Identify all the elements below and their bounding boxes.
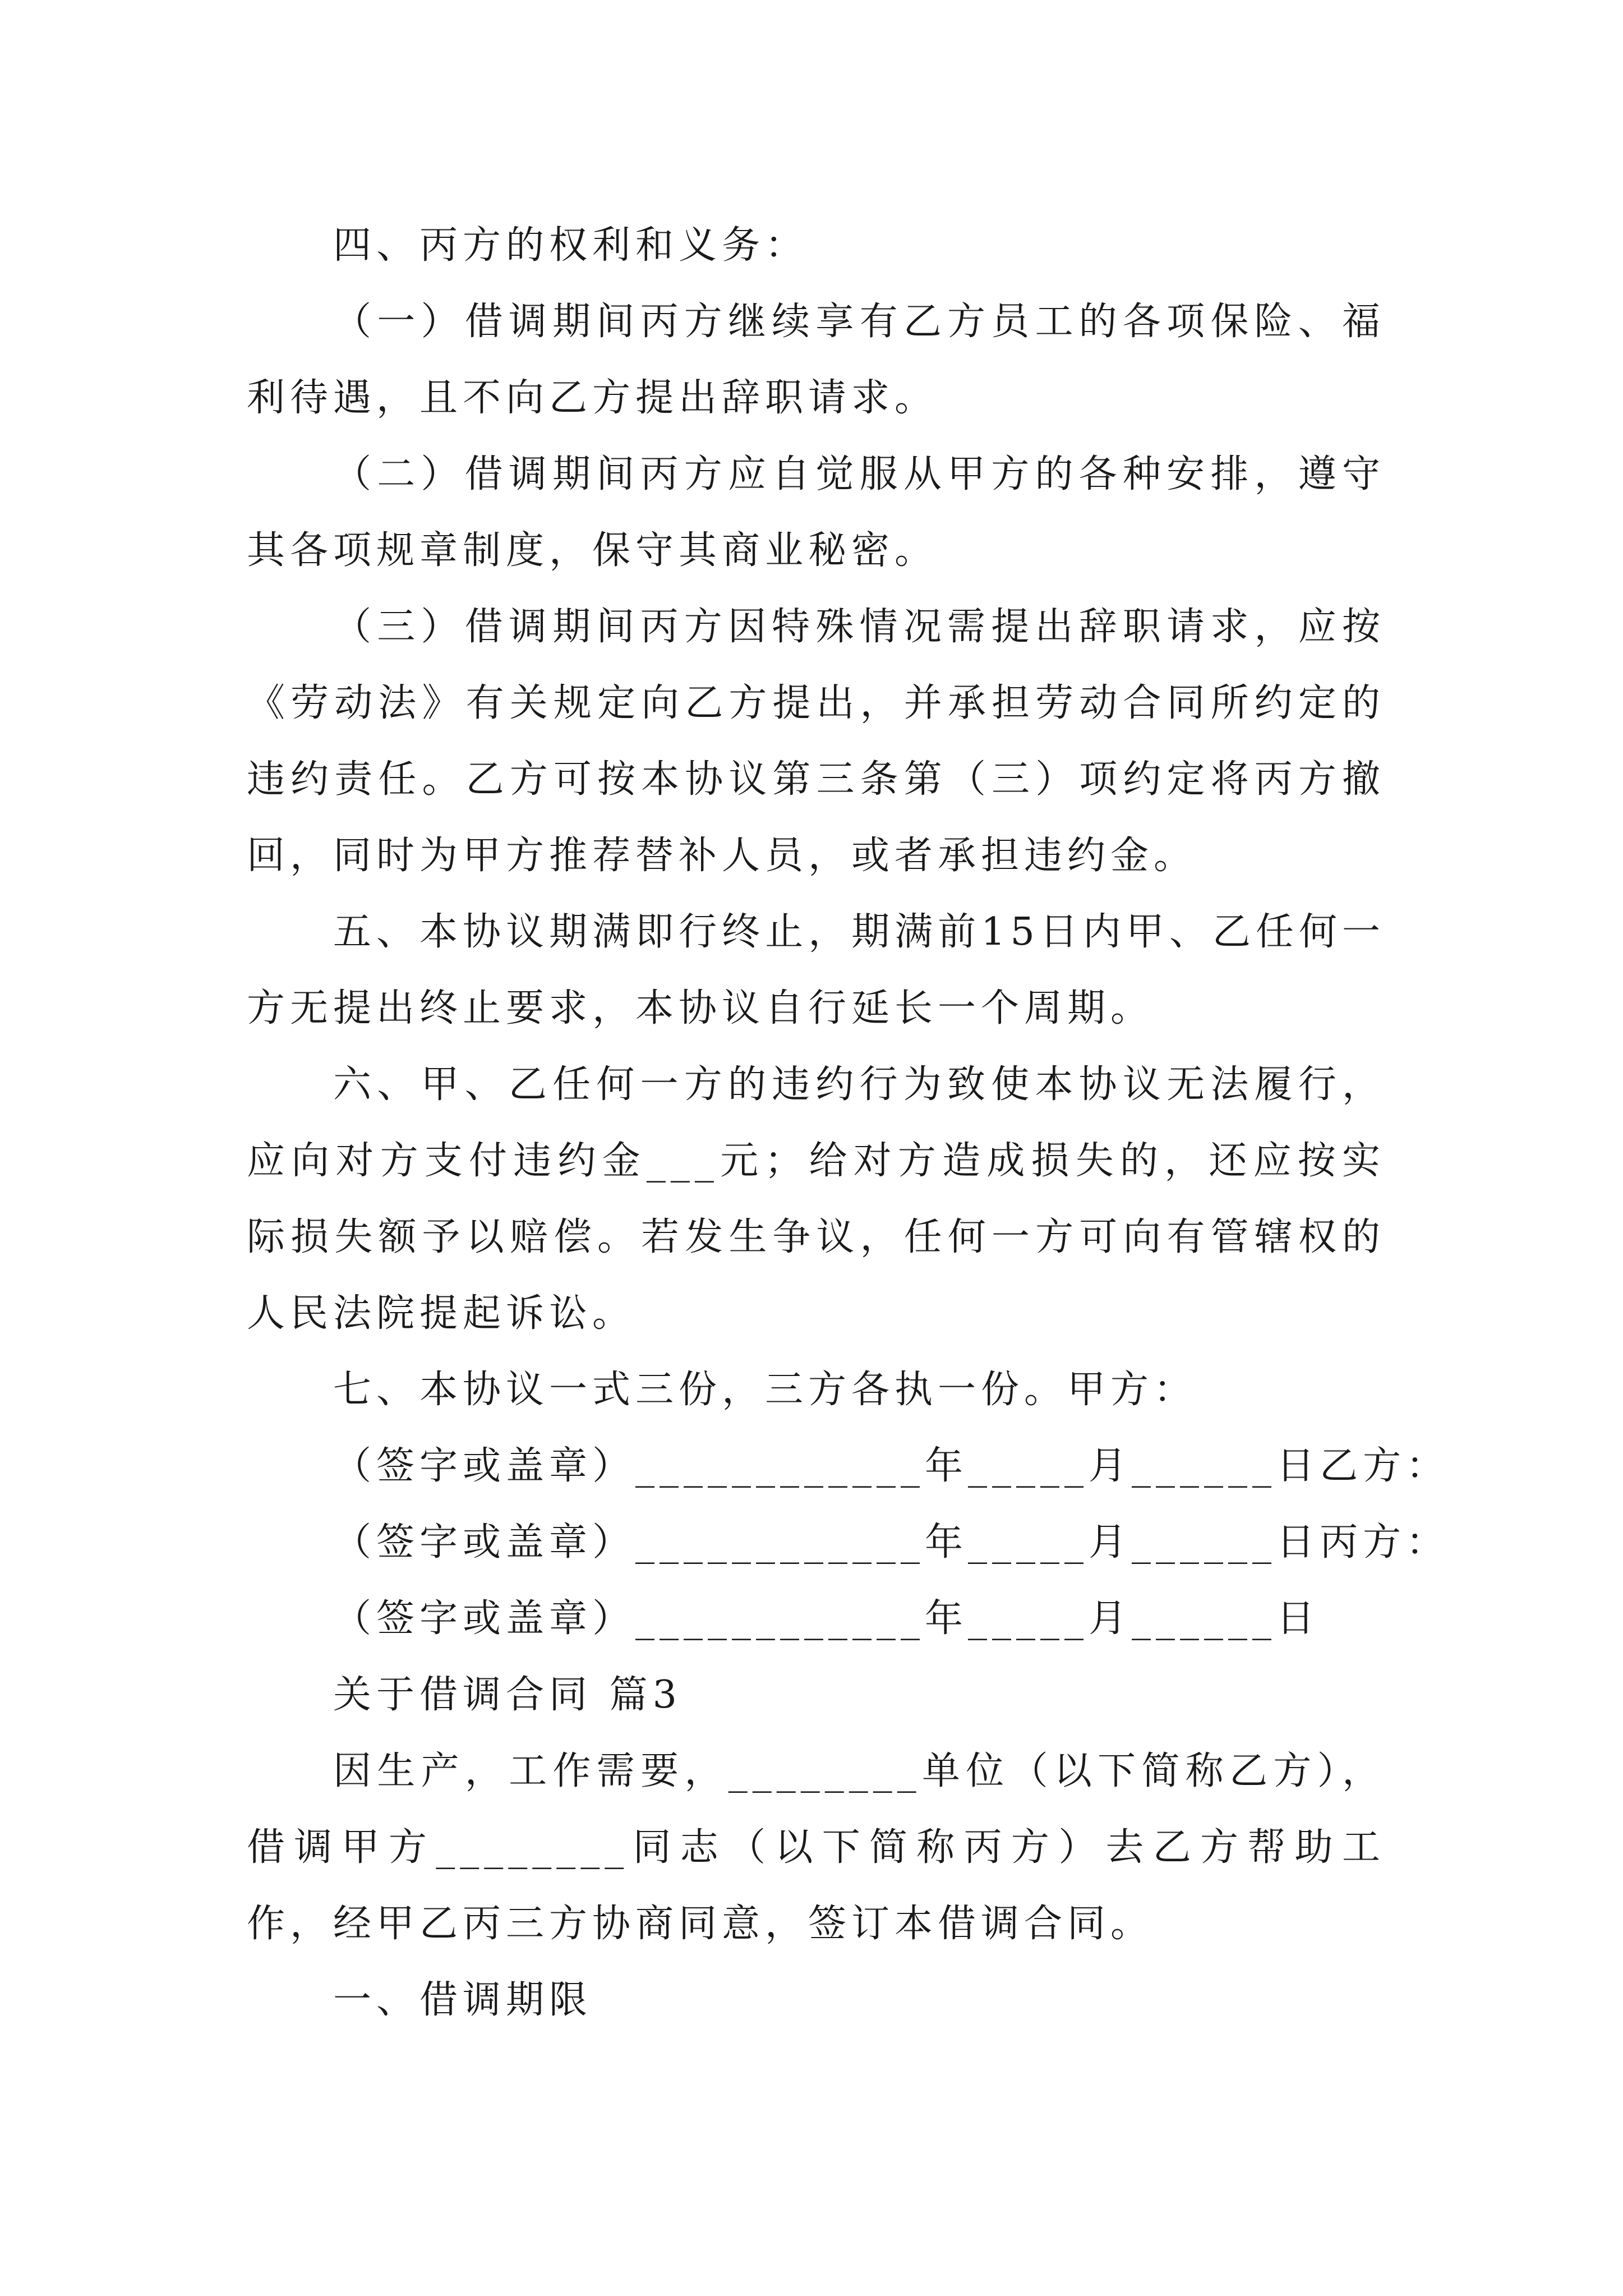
paragraph-rights-heading: 四、丙方的权利和义务： bbox=[333, 223, 809, 268]
intro-text-2: 单位（以下简称乙方），借调甲方 bbox=[247, 1749, 1385, 1870]
signature-line-2 bbox=[247, 1504, 1450, 1581]
month-label: 月 bbox=[1089, 1520, 1132, 1565]
section-title: 关于借调合同 篇3 bbox=[333, 1673, 682, 1717]
signature-label: （签字或盖章） bbox=[333, 1520, 636, 1565]
signature-line-1 bbox=[247, 1428, 1450, 1504]
signature-label: （签字或盖章） bbox=[333, 1596, 636, 1641]
intro-text-1: 因生产，工作需要， bbox=[333, 1749, 728, 1793]
paragraph-penalty bbox=[247, 1047, 1385, 1352]
next-party-label: 丙方： bbox=[1320, 1520, 1450, 1565]
paragraph-rights-1: （一）借调期间丙方继续享有乙方员工的各项保险、福利待遇，且不向乙方提出辞职请求。 bbox=[247, 300, 1385, 420]
day-label: 日 bbox=[1276, 1596, 1320, 1641]
year-label: 年 bbox=[925, 1596, 969, 1641]
heading-loan-period: 一、借调期限 bbox=[333, 1978, 593, 2022]
paragraph-copies: 七、本协议一式三份，三方各执一份。甲方： bbox=[333, 1368, 1197, 1412]
day-blank: ______ bbox=[1132, 1520, 1277, 1565]
month-label: 月 bbox=[1089, 1596, 1132, 1641]
month-blank: _____ bbox=[968, 1444, 1089, 1488]
intro-blank-name: ________ bbox=[436, 1825, 629, 1870]
signature-blank: ____________ bbox=[635, 1520, 925, 1565]
signature-blank: ____________ bbox=[635, 1596, 925, 1641]
day-label: 日 bbox=[1276, 1520, 1320, 1565]
signature-label: （签字或盖章） bbox=[333, 1444, 636, 1488]
day-blank: ______ bbox=[1132, 1444, 1277, 1488]
paragraph-rights-3: （三）借调期间丙方因特殊情况需提出辞职请求，应按《劳动法》有关规定向乙方提出，并承担劳动合同所约定的违约责任。乙方可按本协议第三条第（三）项约定将丙方撤回，同时为甲方推荐替补人员，或者承担违约金。 bbox=[247, 605, 1385, 878]
penalty-text-before: 六、甲、乙任何一方的违约行为致使本协议无法履行，应向对方支付违约金 bbox=[247, 1062, 1385, 1183]
penalty-text-after: 元；给对方造成损失的，还应按实际损失额予以赔偿。若发生争议，任何一方可向有管辖权的人民法院提起诉讼。 bbox=[247, 1139, 1385, 1336]
signature-line-3 bbox=[247, 1581, 1385, 1657]
next-party-label: 乙方： bbox=[1320, 1444, 1450, 1488]
intro-blank-unit: ________ bbox=[728, 1749, 921, 1793]
month-blank: _____ bbox=[968, 1520, 1089, 1565]
month-label: 月 bbox=[1089, 1444, 1132, 1488]
day-blank: ______ bbox=[1132, 1596, 1277, 1641]
year-label: 年 bbox=[925, 1520, 969, 1565]
day-label: 日 bbox=[1276, 1444, 1320, 1488]
paragraph-intro bbox=[247, 1733, 1385, 1962]
document-body bbox=[247, 208, 1450, 2039]
intro-text-3: 同志（以下简称丙方）去乙方帮助工作，经甲乙丙三方协商同意，签订本借调合同。 bbox=[247, 1825, 1385, 1946]
signature-blank: ____________ bbox=[635, 1444, 925, 1488]
month-blank: _____ bbox=[968, 1596, 1089, 1641]
paragraph-termination: 五、本协议期满即行终止，期满前15日内甲、乙任何一方无提出终止要求，本协议自行延长一个周期。 bbox=[247, 910, 1385, 1030]
year-label: 年 bbox=[925, 1444, 969, 1488]
paragraph-rights-2: （二）借调期间丙方应自觉服从甲方的各种安排，遵守其各项规章制度，保守其商业秘密。 bbox=[247, 452, 1385, 573]
penalty-blank: ___ bbox=[646, 1139, 719, 1183]
